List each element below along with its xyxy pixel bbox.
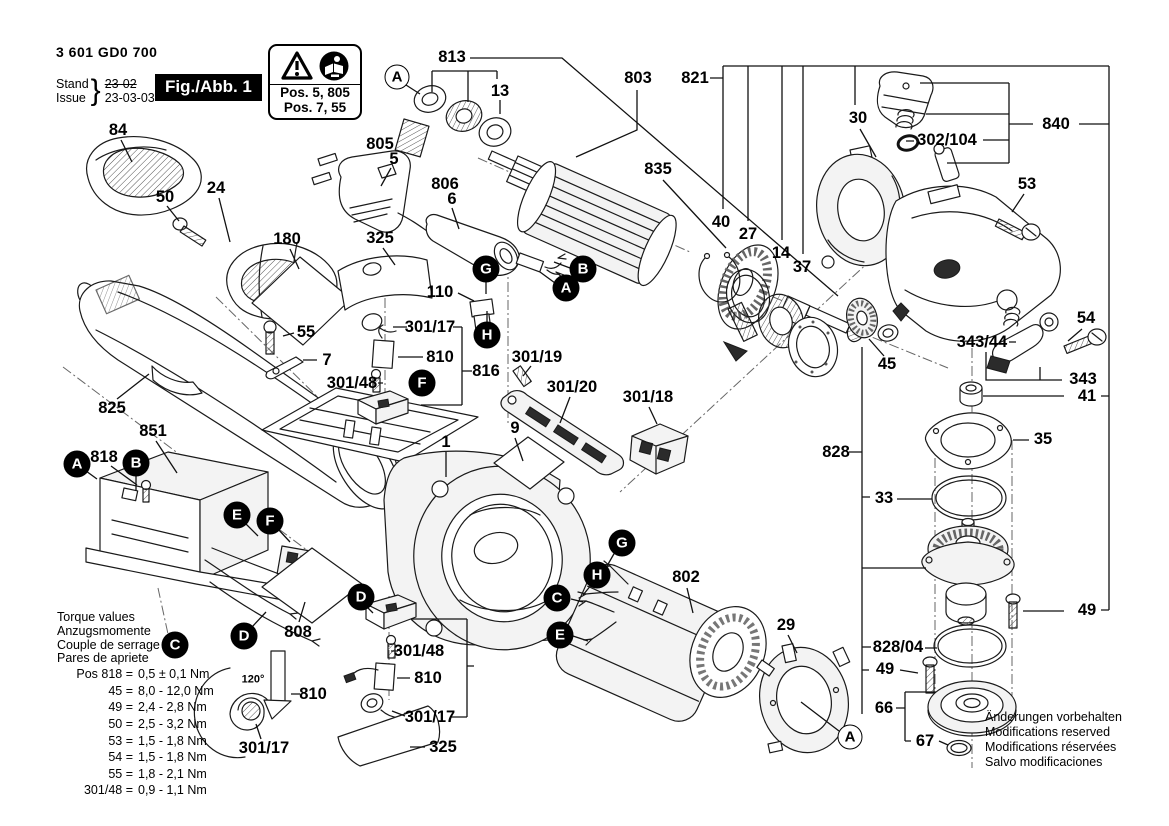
part-label-301-48: 301/48 — [326, 373, 378, 392]
callout-letter-A: A — [385, 65, 410, 90]
part-label-325: 325 — [429, 737, 457, 756]
torque-pos: 301/48 = — [83, 783, 133, 798]
torque-row — [57, 733, 214, 750]
part-label-54: 54 — [1076, 308, 1096, 327]
part-label-14: 14 — [771, 243, 791, 262]
part-301-17-spring-clip-upper — [360, 311, 396, 333]
part-label-24: 24 — [206, 178, 226, 197]
part-35-gasket-plate — [925, 413, 1011, 469]
part-cord-anchor — [395, 119, 429, 157]
torque-value: 0,9 - 1,1 Nm — [138, 783, 207, 798]
part-54-screw — [1064, 329, 1106, 353]
issue-value: 23-03-03 — [104, 91, 155, 105]
torque-pos: 49 = — [108, 700, 133, 715]
part-label-6: 6 — [447, 189, 457, 208]
part-gear-housing-body — [886, 185, 1060, 341]
modification-note-line: Salvo modificaciones — [985, 755, 1103, 769]
revision-brace: } — [90, 74, 101, 107]
part-840-clamp-set — [877, 72, 960, 183]
part-label-821: 821 — [681, 68, 709, 87]
modification-notes — [985, 710, 1122, 770]
part-808-label-plate — [262, 548, 362, 623]
part-number: 3 601 GD0 700 — [56, 44, 158, 60]
part-label-810: 810 — [414, 668, 442, 687]
part-label-27: 27 — [738, 224, 758, 243]
part-828-bevel-gear-set — [922, 519, 1014, 626]
part-label-41: 41 — [1077, 386, 1097, 405]
part-302-104-o-ring — [897, 134, 920, 152]
part-label-802: 802 — [672, 567, 700, 586]
callout-letter-C: C — [544, 585, 571, 612]
callout-letter-D: D — [348, 584, 375, 611]
callout-letter-B: B — [123, 450, 150, 477]
torque-table — [57, 611, 214, 799]
part-label-67: 67 — [915, 731, 935, 750]
torque-pos: 45 = — [108, 683, 133, 698]
callout-letter-A: A — [838, 725, 863, 750]
issue-label: Issue — [56, 91, 86, 105]
torque-row — [57, 666, 214, 683]
part-label-851: 851 — [139, 421, 167, 440]
revision-block — [56, 74, 157, 108]
safety-notice-box — [268, 44, 362, 120]
part-label-803: 803 — [624, 68, 652, 87]
part-label-37: 37 — [792, 257, 812, 276]
torque-row — [57, 749, 214, 766]
callout-letter-A: A — [553, 275, 580, 302]
part-label-301-18: 301/18 — [622, 387, 674, 406]
part-label-53: 53 — [1017, 174, 1037, 193]
part-label-5: 5 — [389, 149, 399, 168]
part-label-302-104: 302/104 — [917, 130, 977, 149]
callout-letter-G: G — [473, 256, 500, 283]
part-label-325: 325 — [366, 228, 394, 247]
part-label-825: 825 — [98, 398, 126, 417]
torque-row — [57, 782, 214, 799]
part-label-13: 13 — [490, 81, 510, 100]
part-label-84: 84 — [108, 120, 128, 139]
part-label-40: 40 — [711, 212, 731, 231]
part-810-carbon-brush-lower — [344, 663, 395, 690]
part-828-04-o-ring — [934, 625, 1006, 667]
part-49-screw-right — [1006, 594, 1020, 628]
part-805-power-cord-plug — [312, 151, 427, 232]
part-label-29: 29 — [776, 615, 796, 634]
torque-value: 8,0 - 12,0 Nm — [138, 683, 214, 698]
callout-letter-F: F — [409, 370, 436, 397]
part-label-35: 35 — [1033, 429, 1053, 448]
part-label-49: 49 — [1077, 600, 1097, 619]
torque-value: 1,8 - 2,1 Nm — [138, 766, 207, 781]
torque-value: 1,5 - 1,8 Nm — [138, 750, 207, 765]
rotation-arrowhead — [264, 700, 291, 719]
part-label-30: 30 — [848, 108, 868, 127]
part-label-301-19: 301/19 — [511, 347, 563, 366]
part-label-818: 818 — [90, 447, 118, 466]
part-label-33: 33 — [874, 488, 894, 507]
part-label-816: 816 — [472, 361, 500, 380]
part-label-9: 9 — [510, 418, 520, 437]
part-label-180: 180 — [273, 229, 301, 248]
part-label-49: 49 — [875, 659, 895, 678]
part-label-805: 805 — [366, 134, 394, 153]
stand-value: 23-02 — [104, 77, 137, 91]
torque-pos: Pos 818 = — [76, 667, 133, 682]
part-label-45: 45 — [877, 354, 897, 373]
part-label-813: 813 — [438, 47, 466, 66]
torque-row — [57, 716, 214, 733]
stand-label: Stand — [56, 77, 89, 91]
torque-pos: 54 = — [108, 750, 133, 765]
part-label-301-17: 301/17 — [404, 707, 456, 726]
torque-value: 1,5 - 1,8 Nm — [138, 733, 207, 748]
part-label-810: 810 — [299, 684, 327, 703]
callout-letter-H: H — [474, 322, 501, 349]
notice-pos-line-1: Pos. 5, 805 — [280, 85, 350, 100]
part-818-screw — [142, 481, 151, 503]
torque-row — [57, 683, 214, 700]
torque-title-line: Torque values — [57, 610, 135, 624]
torque-title-line: Couple de serrage — [57, 637, 160, 652]
callout-letter-D: D — [231, 623, 258, 650]
modification-note-line: Modifications réservées — [985, 740, 1117, 754]
torque-title-line: Anzugsmomente — [57, 623, 151, 638]
callout-letter-E: E — [224, 502, 251, 529]
torque-row — [57, 766, 214, 783]
torque-pos: 55 = — [108, 766, 133, 781]
callout-letter-G: G — [609, 530, 636, 557]
part-label-110: 110 — [426, 282, 454, 301]
part-label-828-04: 828/04 — [872, 637, 924, 656]
torque-pos: 53 = — [108, 733, 133, 748]
torque-row — [57, 699, 214, 716]
part-label-840: 840 — [1042, 114, 1070, 133]
part-41-bearing-bush — [960, 382, 982, 406]
callout-letter-B: B — [570, 256, 597, 283]
part-55-screw — [264, 321, 276, 354]
modification-note-line: Modifications reserved — [985, 725, 1111, 739]
torque-value: 0,5 ± 0,1 Nm — [138, 667, 210, 682]
part-label-66: 66 — [874, 698, 894, 717]
part-301-18-brush-holder-insert — [630, 424, 688, 474]
part-803-armature — [488, 151, 867, 344]
part-50-screw — [173, 218, 206, 246]
part-label-301-17: 301/17 — [238, 738, 290, 757]
part-label-50: 50 — [155, 187, 175, 206]
part-label-343-44: 343/44 — [956, 332, 1008, 351]
part-label-7: 7 — [322, 350, 332, 369]
figure-label: Fig./Abb. 1 — [155, 74, 262, 101]
callout-letter-A: A — [64, 451, 91, 478]
part-label-301-48: 301/48 — [393, 641, 445, 660]
part-label-55: 55 — [296, 322, 316, 341]
callout-letter-F: F — [257, 508, 284, 535]
part-label-120-: 120° — [241, 673, 265, 686]
part-label-1: 1 — [441, 432, 451, 451]
callout-letter-H: H — [584, 562, 611, 589]
part-label-301-20: 301/20 — [546, 377, 598, 396]
notice-pos-line-2: Pos. 7, 55 — [283, 100, 347, 115]
part-33-o-ring — [932, 476, 1006, 520]
part-label-301-17: 301/17 — [404, 317, 456, 336]
warning-triangle-icon — [280, 50, 314, 82]
torque-title-line: Pares de apriete — [57, 651, 149, 666]
torque-value: 2,5 - 3,2 Nm — [138, 716, 207, 731]
callout-letter-C: C — [162, 632, 189, 659]
part-label-808: 808 — [284, 622, 312, 641]
torque-table-titles — [57, 611, 214, 666]
torque-pos: 50 = — [108, 716, 133, 731]
part-label-810: 810 — [426, 347, 454, 366]
torque-table-rows — [57, 666, 214, 799]
part-84-bearing-cover — [87, 137, 202, 215]
drawing-header — [56, 44, 157, 108]
part-label-806: 806 — [431, 174, 459, 193]
part-label-343: 343 — [1069, 369, 1097, 388]
part-label-828: 828 — [822, 442, 850, 461]
callout-letter-E: E — [547, 622, 574, 649]
part-label-835: 835 — [644, 159, 672, 178]
part-67-o-ring — [947, 741, 971, 756]
read-manual-icon — [318, 50, 350, 82]
torque-value: 2,4 - 2,8 Nm — [138, 700, 207, 715]
modification-note-line: Änderungen vorbehalten — [985, 710, 1122, 724]
